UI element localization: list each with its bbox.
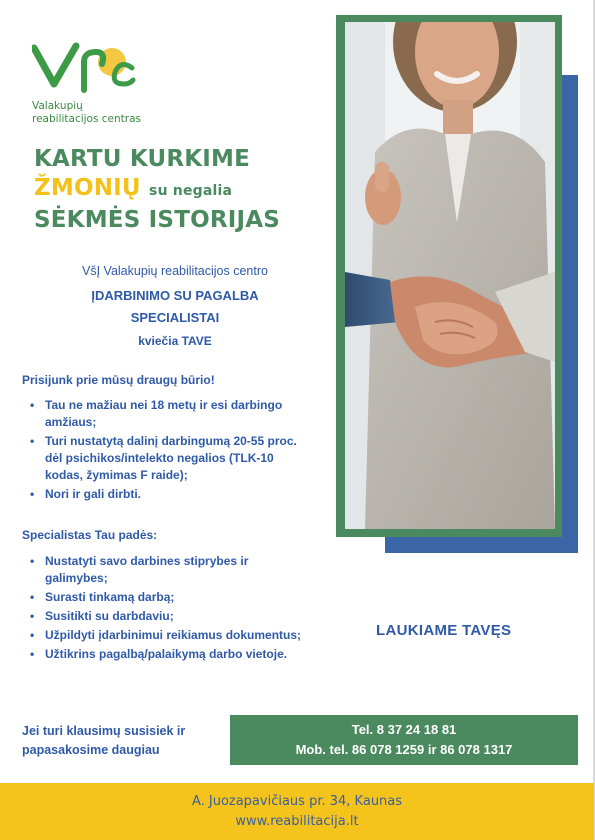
intro-specialists-title bbox=[30, 285, 320, 329]
handshake-photo bbox=[345, 22, 555, 529]
headline-line2 bbox=[34, 174, 324, 206]
contact-mobile: Mob. tel. 86 078 1259 ir 86 078 1317 bbox=[295, 742, 513, 757]
footer-website-link[interactable]: www.reabilitacija.lt bbox=[235, 814, 359, 829]
logo-name-line1: Valakupių bbox=[32, 100, 83, 112]
logo bbox=[32, 40, 152, 125]
list-item: • Užtikrins pagalbą/palaikymą darbo vietoje. bbox=[30, 646, 305, 663]
list-item: • Užpildyti įdarbinimui reikiamus dokumentus; bbox=[30, 627, 305, 644]
headline bbox=[34, 145, 324, 235]
intro-invite: kviečia TAVE bbox=[138, 334, 212, 348]
list-item: • Susitikti su darbdaviu; bbox=[30, 608, 305, 625]
question-text: Jei turi klausimų susisiek ir papasakosime daugiau bbox=[22, 724, 186, 757]
headline-subtext: su negalia bbox=[149, 183, 233, 199]
handshake-image bbox=[345, 22, 555, 529]
intro-title-line1: ĮDARBINIMO SU PAGALBA bbox=[91, 288, 259, 303]
footer bbox=[0, 783, 594, 840]
logo-organization-name bbox=[32, 100, 162, 126]
logo-name-line2: reabilitacijos centras bbox=[32, 113, 142, 125]
list-item: • Nori ir gali dirbti. bbox=[30, 486, 305, 503]
list-item: • Tau ne mažiau nei 18 metų ir esi darbingo amžiaus; bbox=[30, 397, 305, 431]
intro-organization: VšĮ Valakupių reabilitacijos centro bbox=[82, 264, 268, 278]
help-list bbox=[30, 553, 305, 665]
headline-highlight: ŽMONIŲ bbox=[34, 175, 141, 201]
join-title: Prisijunk prie mūsų draugų būrio! bbox=[22, 373, 215, 387]
vrc-logo-icon bbox=[32, 40, 142, 100]
headline-line1: KARTU KURKIME bbox=[34, 146, 251, 172]
list-item: • Turi nustatytą dalinį darbingumą 20-55 proc. dėl psichikos/intelekto negalios (TLK-10 kodas, žymimas F raide); bbox=[30, 433, 305, 484]
intro-title-line2: SPECIALISTAI bbox=[130, 310, 220, 325]
contact-phone: Tel. 8 37 24 18 81 bbox=[351, 722, 457, 737]
join-list bbox=[30, 397, 305, 505]
footer-address: A. Juozapavičiaus pr. 34, Kaunas bbox=[191, 794, 403, 809]
help-title: Specialistas Tau padės: bbox=[22, 528, 158, 542]
intro-block bbox=[30, 262, 320, 350]
list-item: • Nustatyti savo darbines stiprybes ir galimybes; bbox=[30, 553, 305, 587]
waiting-heading: LAUKIAME TAVĘS bbox=[376, 622, 512, 639]
list-item: • Surasti tinkamą darbą; bbox=[30, 589, 305, 606]
contact-box bbox=[230, 715, 578, 765]
headline-line3: SĖKMĖS ISTORIJAS bbox=[34, 207, 281, 233]
